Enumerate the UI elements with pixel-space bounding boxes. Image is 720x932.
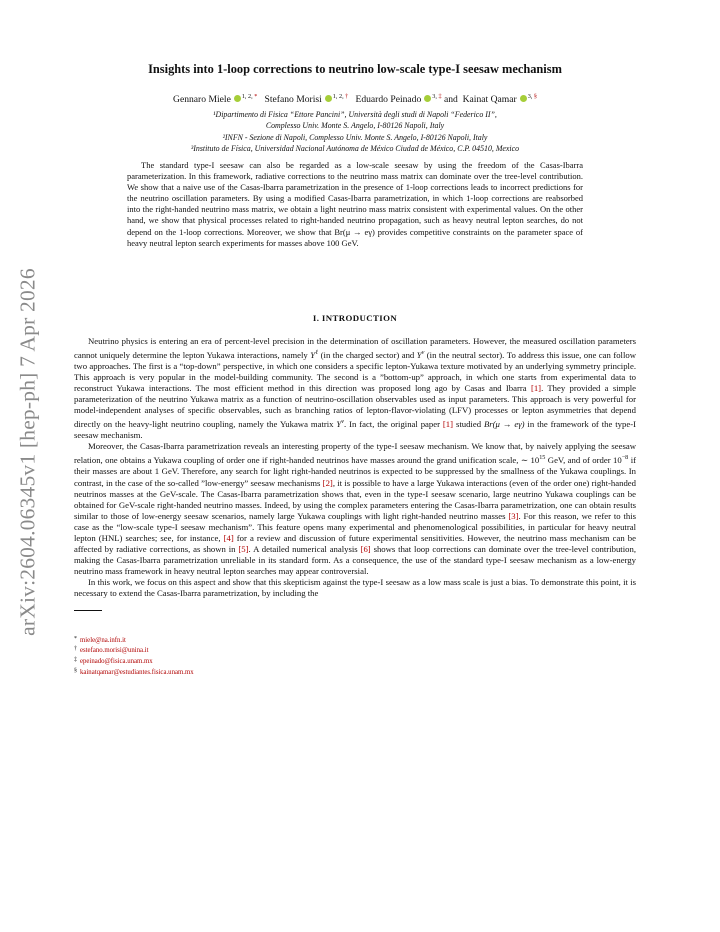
footnote-email[interactable]: † estefano.morisi@unina.it <box>74 646 149 655</box>
arxiv-id: arXiv:2604.06345v1 [hep-ph] 7 Apr 2026 <box>15 268 40 636</box>
author: Gennaro Miele $^{1, 2, *}$ <box>173 93 258 106</box>
footnote-email[interactable]: § kainatqamar@estudiantes.fisica.unam.mx <box>74 667 194 676</box>
citation-link[interactable]: [1] <box>442 419 454 430</box>
author-list <box>74 93 636 105</box>
body-paragraph: Neutrino physics is entering an era of percent-level precision in the determination of oscillation parameters. However, the measured oscillation parameters cannot uniquely determine the lepton Yukawa interactions, namely $Y^\ell$ (in the charged sector) and $Y^\nu$ (in the neutral sector). To address this issue, one can follow two approaches. The first is a “top-down” perspective, in which one considers a specific lepton-Yukawa texture motivated by an underlying symmetry principle. This approach is very popular in the model-building community. The second is a ”bottom-up” approach, in which one starts from experimental data to reconstruct Yukawa interactions. The most efficient method in this direction was proposed long ago by Casas and Ibarra [1]. They provided a simple parameterization of the neutrino Yukawa matrix as a function of neutrino-oscillation observables used as input parameters. This approach is very powerful for model-independent analyses of specific observables, such as branching ratios of lepton-flavor-violating (LFV) processes or lepton asymmetries that depend directly on the heavy-light neutrino coupling, namely the Yukawa matrix $Y^\nu$. In fact, the original paper [1] studied Br(μ → eγ) in the framework of the type-I seesaw mechanism. <box>74 335 636 441</box>
citation-link[interactable]: [1] <box>530 383 542 394</box>
affiliations <box>74 109 636 154</box>
footnote-email[interactable]: ‡ epeinado@fisica.unam.mx <box>74 657 153 666</box>
paper-title: Insights into 1-loop corrections to neutrino low-scale type-I seesaw mechanism <box>148 62 562 76</box>
section-heading: I. INTRODUCTION <box>312 312 398 323</box>
author: Eduardo Peinado $^{3, \ddagger}$ and <box>355 93 461 106</box>
footnotes <box>74 635 636 678</box>
affiliation: ²INFN - Sezione di Napoli, Complesso Univ. Monte S. Angelo, I-80126 Napoli, Italy <box>222 132 488 142</box>
arxiv-stamp <box>10 262 46 642</box>
abstract: The standard type-I seesaw can also be regarded as a low-scale seesaw by using the freedom of the Casas-Ibarra parameterization. In this framework, radiative corrections to the neutrino mass matrix can dominate over the tree-level contribution. We show that a naive use of the Casas-Ibarra parametrization in the presence of 1-loop corrections leads to incorrect predictions for the neutrino oscillation parameters. By using a modified Casas-Ibarra parametrization, in which 1-loop corrections are reabsorbed into the right-handed neutrino mass matrix, we obtain a light neutrino mass matrix consistent with experimental values. On the other hand, we show that physical processes related to right-handed neutrino propagation, such as heavy neutral lepton searches, do not depend on the 1-loop corrections. Moreover, we show that Br(μ → eγ) provides competitive constraints on the parameter space of heavy neutral lepton search experiments for masses above 100 GeV. <box>127 160 583 248</box>
footnote-email[interactable]: * miele@na.infn.it <box>74 635 126 644</box>
citation-link[interactable]: [2] <box>322 477 333 488</box>
citation-link[interactable]: [4] <box>223 533 234 544</box>
citation-link[interactable]: [5] <box>238 544 249 555</box>
body-paragraph: In this work, we focus on this aspect and show that this skepticism against the type-I seesaw as a low mass scale is just a bias. To demonstrate this point, it is necessary to extend the Casas-Ibarra parametrization, by including the <box>74 577 636 599</box>
orcid-icon[interactable] <box>234 95 241 102</box>
author: Stefano Morisi $^{1, 2, \dagger}$ <box>264 93 349 106</box>
orcid-icon[interactable] <box>520 95 527 102</box>
body-paragraph: Moreover, the Casas-Ibarra parametrization reveals an interesting property of the type-I seesaw mechanism. We know that, by naively applying the seesaw relation, one obtains a Yukawa coupling of order one if right-handed neutrinos have masses around the grand unification scale, ∼ $10^{15}$ GeV, and of order $10^{-8}$ if their masses are about 1 GeV. Therefore, any search for light right-handed neutrinos is expected to be suppressed by the smallness of the Yukawa couplings. In contrast, in the case of the so-called ”low-energy” seesaw mechanisms [2], it is possible to have a large Yukawa interactions (even of the order one) right-handed neutrinos masses at the GeV-scale. The Casas-Ibarra parametrization shows that, even in the type-I seesaw scenario, large neutrino Yukawa couplings can be obtained for GeV-scale right-handed neutrino masses. Indeed, by using the complex parameters entering the Casas-Ibarra parametrization, one can obtain results similar to those of low-energy seesaw scenarios, namely large Yukawa couplings with light right-handed neutrino masses [3]. For this reason, we refer to this case as the “low-scale type-I seesaw mechanism”. This feature opens many experimental and phenomenological possibilities, in particular for heavy neutral lepton (HNL) searches; see, for instance, [4] for a review and discussion of future experimental sensitivities. However, the neutrino mass mechanism can be affected by radiative corrections, as shown in [5]. A detailed numerical analysis [6] shows that loop corrections can dominate over the tree-level contribution, making the Casas-Ibarra parametrization unreliable in its standard form. As a consequence, the use of the standard type-I seesaw mechanism as a low-energy neutrino mass framework in heavy neutral lepton searches may appear controversial. <box>74 441 637 577</box>
citation-link[interactable]: [3] <box>508 510 519 521</box>
affiliation: ³Instituto de Física, Universidad Nacional Autónoma de México Ciudad de México, C.P. 04510, Mexico <box>190 143 520 153</box>
orcid-icon[interactable] <box>424 95 431 102</box>
affiliation: Complesso Univ. Monte S. Angelo, I-80126 Napoli, Italy <box>265 121 445 131</box>
footnote-rule <box>74 610 102 611</box>
citation-link[interactable]: [6] <box>360 544 371 555</box>
paper-page <box>74 58 636 678</box>
affiliation: ¹Dipartimento di Fisica “Ettore Pancini”, Università degli studi di Napoli “Federico II”, <box>213 110 497 120</box>
author: Kainat Qamar $^{3, \S}$ <box>462 93 537 106</box>
orcid-icon[interactable] <box>325 95 332 102</box>
